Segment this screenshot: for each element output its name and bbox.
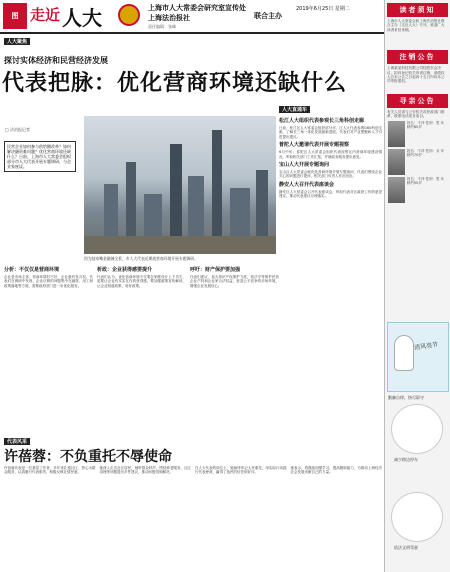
find-heading: 寻亲公告 — [387, 94, 448, 108]
news-item-heading: 普陀人大邀请代表开展专题视察 — [279, 142, 350, 149]
analysis-columns — [4, 264, 279, 438]
person-text: 姓名：不详 性别：女 年龄约70岁 — [406, 148, 445, 157]
byline: □ 法治报记者 — [5, 127, 31, 132]
profile-headline: 许蓓蓉：不负重托不辱使命 — [4, 449, 172, 465]
person-entry — [388, 149, 447, 175]
profile-column: 她表示，将继续加强学习，提高履职能力，为推动上海经济社会发展贡献自己的力量。 — [290, 466, 382, 475]
masthead — [0, 0, 450, 34]
national-emblem-icon — [118, 4, 140, 26]
masthead-meta: 责任编辑：张峰 — [148, 24, 176, 29]
person-text: 姓名：不详 性别：男 年龄约50岁 — [406, 176, 445, 185]
logo-renda: 人大 — [62, 6, 102, 30]
profile-column: 许蓓蓉代表是一位基层工作者，多年来扎根社区，热心为群众服务，认真履行代表职责，积极反映社情民意。 — [4, 466, 96, 475]
intro-box: 民营企业如何参与供给侧改革？如何解决融资难问题？优化营商环境还缺什么？日前，上海市人大常委会组织部分市人大代表开展专题调研，与企业家座谈。 — [4, 141, 76, 172]
announce-text: 上海某某科技有限公司经股东会决议，拟向登记机关申请注销，请债权人自本公告之日起四十五日内向本公司申报债权。 — [387, 66, 445, 84]
column-body: 代表们建议，加大知识产权保护力度，依法平等保护民营企业产权和企业家合法权益，营造公平竞争的市场环境，增强企业发展信心。 — [190, 275, 279, 288]
photo-caption: 图为陆家嘴金融城全景，市人大代表近期就营商环境开展专题调研。 — [84, 256, 198, 261]
analysis-column — [97, 264, 186, 438]
news-item-body: 日前，松江区人大常委会组织部分市、区人大代表参观G60科创走廊，了解长三角一体化发展最新进展，代表们对产业集聚和人才引进提出建议。 — [279, 126, 382, 139]
ad-note: 勤廉自律，恪尽职守 — [388, 395, 424, 400]
section-tag: 人大聚焦 — [4, 38, 30, 45]
logo-zou: 走近 — [30, 6, 61, 24]
news-item-body: 6月中旬，普陀区人大常委会组织代表视察区内营商环境建设情况，听取相关部门工作汇报，并就政务服务提出意见。 — [279, 150, 382, 159]
news-item-heading: 宝山人大开展专题询问 — [279, 162, 330, 169]
analysis-column — [190, 264, 279, 438]
notice-text: 上海市人大常委会和上海法治报社联合主办《走近人大》专刊，欢迎广大读者来信来稿。 — [387, 19, 445, 32]
issue-date: 2019年6月25日 星期二 — [296, 6, 350, 12]
analysis-column — [4, 264, 93, 438]
news-column — [279, 96, 382, 199]
cartoon-caption-2: 依法文明驾驶 — [394, 545, 418, 550]
person-entry — [388, 121, 447, 147]
news-item-heading: 松江人大组织代表参观长三角科创走廊 — [279, 118, 365, 124]
find-text: 有关人员请与公安机关或民政部门联系，联系电话见各条目。 — [387, 109, 445, 119]
cohost-label: 联合主办 — [254, 12, 282, 20]
news-item-heading: 静安人大召开代表座谈会 — [279, 181, 335, 188]
cartoon-image — [391, 492, 443, 542]
main-headline: 代表把脉：优化营商环境还缺什么 — [2, 71, 348, 96]
profile-column: 她深入走访社区居民，倾听群众呼声，围绕养老服务、社区治理等问题提出多件建议，推动问题得到解决。 — [99, 466, 191, 475]
section-tag: 代表风采 — [4, 438, 30, 445]
announce-heading: 注销公告 — [387, 50, 448, 64]
sidebar — [384, 0, 450, 572]
profile-columns — [4, 466, 382, 570]
person-photo — [388, 149, 405, 175]
column-body: 代表们认为，优化营商环境不仅要在制度设计上下功夫，更要让企业有实实在在的获得感。要加强政策宣传解读，让企业知道政策、用好政策。 — [97, 275, 186, 288]
column-body: 企业是市场主体，营商环境好不好，企业最有发言权。代表们在调研中发现，企业反映的问题集中在融资、用工和政策落地等方面，需要政府部门进一步优化服务。 — [4, 275, 93, 288]
notice-heading: 读者须知 — [387, 3, 448, 17]
section-tag: 人大直通车 — [279, 106, 310, 113]
person-photo — [388, 177, 405, 203]
news-item-body: 静安区人大常委会召开代表座谈会，听取代表对区政府工作的意见建议，推动代表建议办理落实。 — [279, 189, 382, 199]
org-line-1: 上海市人大常委会研究室宣传处 — [148, 4, 246, 12]
cartoon-image — [391, 404, 443, 454]
kicker: 探讨实体经济和民营经济发展 — [4, 56, 108, 65]
org-line-2: 上海法治报社 — [148, 14, 190, 22]
cartoon-caption-1: 减少路边停车 — [394, 457, 418, 462]
person-entry — [388, 177, 447, 203]
column-heading: 呼吁：财产保护要加强 — [190, 267, 241, 273]
logo-tag: 图 — [3, 3, 27, 29]
column-heading: 析政：企业获得感要提升 — [97, 267, 153, 273]
person-photo — [388, 121, 405, 147]
ad-slogan: 清风亮节 — [413, 341, 439, 352]
news-item-body: 宝山区人大常委会就优化营商环境开展专题询问，代表们围绕企业关心的问题进行提问，相关部门负责人作出回应。 — [279, 170, 382, 179]
lightbulb-icon — [394, 335, 414, 371]
column-heading: 分析：不仅仅是营商环境 — [4, 267, 60, 273]
ad-block — [387, 322, 449, 392]
profile-column: 在人大代表的岗位上，她始终牢记人民重托，用实际行动践行代表使命，赢得了选民的信任和好评。 — [195, 466, 287, 475]
city-skyline-photo — [84, 116, 276, 254]
person-text: 姓名：不详 性别：男 年龄约60岁 — [406, 120, 445, 129]
